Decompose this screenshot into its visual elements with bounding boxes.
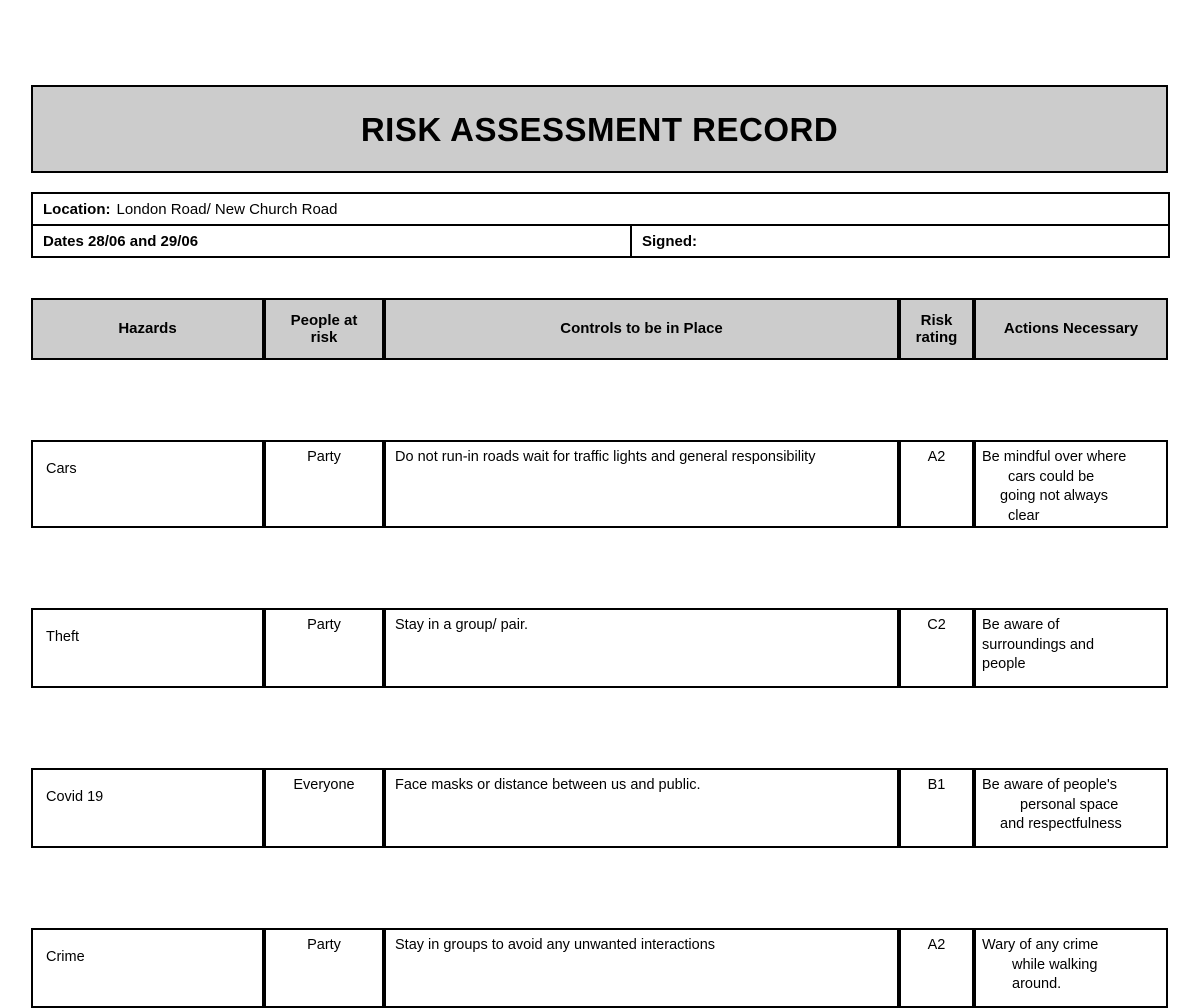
column-header-people-line2: risk: [310, 329, 338, 346]
actions-line: and respectfulness: [1000, 816, 1122, 833]
cell-controls: Stay in a group/ pair.: [384, 608, 899, 688]
actions-line: people: [982, 656, 1026, 673]
actions-line: Be mindful over where: [982, 449, 1127, 465]
row-spacer-cell: [31, 528, 1168, 608]
cell-people-at-risk: Party: [264, 608, 384, 688]
table-row: [31, 928, 1168, 1008]
cell-risk-rating: A2: [899, 440, 974, 528]
signed-label: Signed:: [642, 232, 697, 250]
cell-risk-rating: C2: [899, 608, 974, 688]
signed-cell: [631, 225, 1169, 257]
table-row: [31, 608, 1168, 688]
cell-actions-necessary: [974, 440, 1168, 528]
actions-line: Be aware of people's: [982, 777, 1117, 794]
actions-line: Wary of any crime: [982, 937, 1099, 954]
actions-line: while walking: [1012, 956, 1098, 973]
actions-line: clear: [1008, 507, 1040, 524]
cell-risk-rating: B1: [899, 768, 974, 848]
cell-people-at-risk: Everyone: [264, 768, 384, 848]
column-header-controls: Controls to be in Place: [384, 298, 899, 360]
row-spacer: [31, 688, 1168, 768]
cell-actions-necessary: [974, 608, 1168, 688]
cell-controls: Stay in groups to avoid any unwanted interactions: [384, 928, 899, 1008]
actions-line: personal space: [1020, 796, 1119, 813]
column-header-actions-necessary: Actions Necessary: [974, 298, 1168, 360]
cell-actions-necessary: [974, 768, 1168, 848]
column-header-risk-line2: rating: [915, 329, 958, 346]
cell-controls: Face masks or distance between us and public.: [384, 768, 899, 848]
cell-people-at-risk: Party: [264, 440, 384, 528]
table-row: [31, 768, 1168, 848]
meta-row-dates-signed: [32, 225, 1169, 257]
location-value: London Road/ New Church Road: [116, 200, 338, 218]
cell-hazard: Covid 19: [31, 768, 264, 848]
actions-line: around.: [1012, 976, 1062, 993]
column-header-risk-line1: Risk: [920, 311, 953, 329]
row-spacer: [31, 360, 1168, 440]
actions-line: going not always: [1000, 488, 1109, 505]
location-label: Location:: [43, 200, 111, 218]
cell-people-at-risk: Party: [264, 928, 384, 1008]
table-row: [31, 440, 1168, 528]
actions-line: cars could be: [1008, 468, 1095, 485]
cell-hazard: Crime: [31, 928, 264, 1008]
row-spacer: [31, 528, 1168, 608]
document-title-banner: [31, 85, 1168, 173]
column-header-hazards: Hazards: [31, 298, 264, 360]
dates-cell: [32, 225, 631, 257]
page-title: RISK ASSESSMENT RECORD: [360, 110, 839, 148]
row-spacer: [31, 848, 1168, 928]
signed-value: [697, 233, 703, 250]
cell-hazard: Cars: [31, 440, 264, 528]
location-cell: [32, 193, 1169, 225]
actions-line: surroundings and: [982, 636, 1095, 653]
document-meta-table: [31, 192, 1170, 258]
cell-actions-necessary: [974, 928, 1168, 1008]
column-header-people-at-risk: [264, 298, 384, 360]
column-header-people-line1: People at: [290, 311, 358, 329]
cell-controls: Do not run-in roads wait for traffic lights and general responsibility: [384, 440, 899, 528]
row-spacer-cell: [31, 688, 1168, 768]
cell-risk-rating: A2: [899, 928, 974, 1008]
column-header-risk-rating: [899, 298, 974, 360]
row-spacer-cell: [31, 360, 1168, 440]
meta-row-location: [32, 193, 1169, 225]
cell-hazard: Theft: [31, 608, 264, 688]
actions-line: Be aware of: [982, 617, 1060, 634]
dates-text: Dates 28/06 and 29/06: [43, 232, 199, 250]
table-header-row: [31, 298, 1168, 360]
row-spacer-cell: [31, 848, 1168, 928]
risk-assessment-table: [31, 298, 1168, 1008]
